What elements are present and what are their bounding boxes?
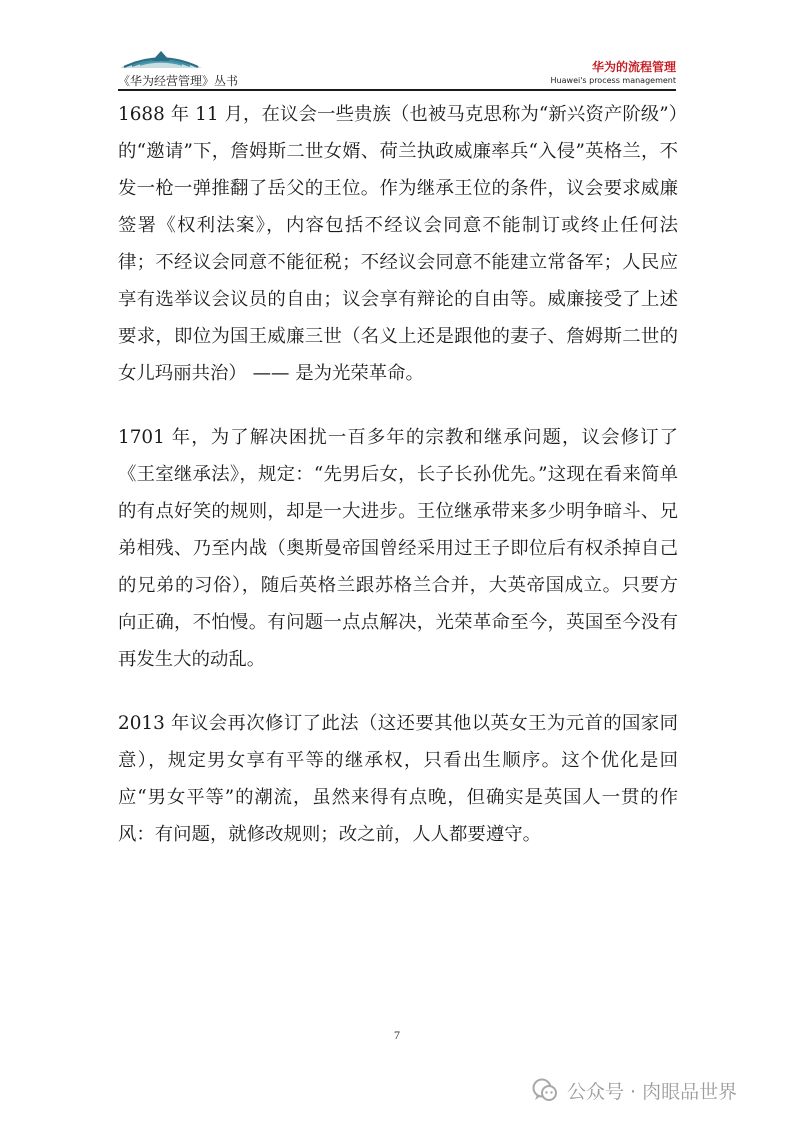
paragraph-1701: 1701 年，为了解决困扰一百多年的宗教和继承问题，议会修订了《王室继承法》，规定：“先男后女，长子长孙优先。”这现在看来简单的有点好笑的规则，却是一大进步。王位继承带来多少明争暗斗、兄弟相残、乃至内战（奥斯曼帝国曾经采用过王子即位后有权杀掉自己的兄弟的习俗），随后英格兰跟苏格兰合并，大英帝国成立。只要方向正确，不怕慢。有问题一点点解决，光荣革命至今，英国至今没有再发生大的动乱。 bbox=[118, 427, 678, 670]
publisher-logo-icon bbox=[118, 40, 204, 72]
watermark-text: 公众号 · 肉眼品世界 bbox=[567, 1080, 738, 1103]
book-brand bbox=[551, 58, 676, 85]
brand-chinese-title: 华为的流程管理 bbox=[591, 60, 676, 74]
page-number: 7 bbox=[394, 1028, 400, 1042]
body-text bbox=[118, 96, 678, 853]
paragraph-2013: 2013 年议会再次修订了此法（这还要其他以英女王为元首的国家同意），规定男女享有平等的继承权，只看出生顺序。这个优化是回应“男女平等”的潮流，虽然来得有点晚，但确实是英国人一贯的作风：有问题，就修改规则；改之前，人人都要遵守。 bbox=[118, 713, 678, 845]
book-series-title: 《华为经营管理》丛书 bbox=[118, 74, 239, 88]
page-header bbox=[118, 40, 676, 92]
watermark bbox=[531, 1076, 737, 1104]
paragraph-1688: 1688 年 11 月，在议会一些贵族（也被马克思称为“新兴资产阶级”）的“邀请”下，詹姆斯二世女婿、荷兰执政威廉率兵“入侵”英格兰，不发一枪一弹推翻了岳父的王位。作为继承王位的条件，议会要求威廉签署《权利法案》，内容包括不经议会同意不能制订或终止任何法律；不经议会同意不能征税；不经议会同意不能建立常备军；人民应享有选举议会议员的自由；议会享有辩论的自由等。威廉接受了上述要求，即位为国王威廉三世（名义上还是跟他的妻子、詹姆斯二世的女儿玛丽共治） —— 是为光荣革命。 bbox=[118, 104, 678, 384]
brand-english-title: Huawei's process management bbox=[550, 76, 676, 85]
header-divider bbox=[118, 89, 676, 91]
wechat-official-account-icon bbox=[531, 1078, 559, 1102]
